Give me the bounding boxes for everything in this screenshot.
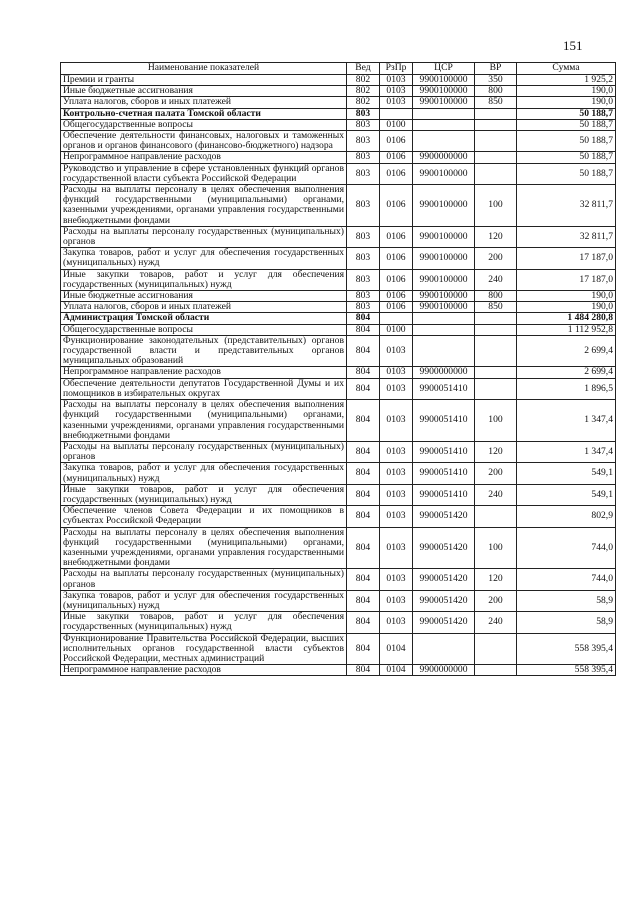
cell-ved: 804 <box>347 484 380 505</box>
cell-ved: 803 <box>347 302 380 313</box>
cell-name: Уплата налогов, сборов и иных платежей <box>61 97 347 108</box>
cell-name: Непрограммное направление расходов <box>61 152 347 163</box>
cell-vr: 850 <box>475 302 517 313</box>
cell-sum: 549,1 <box>517 484 616 505</box>
cell-name: Иные закупки товаров, работ и услуг для обеспечения государственных (муниципальных) нужд <box>61 269 347 290</box>
cell-rzpr: 0106 <box>380 226 413 247</box>
cell-vr <box>475 108 517 119</box>
cell-sum: 2 699,4 <box>517 367 616 378</box>
cell-ved: 804 <box>347 527 380 569</box>
cell-csr: 9900051420 <box>413 506 475 527</box>
cell-name: Контрольно-счетная палата Томской области <box>61 108 347 119</box>
cell-ved: 803 <box>347 163 380 184</box>
cell-sum: 50 188,7 <box>517 152 616 163</box>
cell-rzpr: 0100 <box>380 119 413 130</box>
cell-ved: 804 <box>347 367 380 378</box>
cell-rzpr: 0106 <box>380 269 413 290</box>
page-number: 151 <box>563 38 583 53</box>
cell-ved: 804 <box>347 400 380 442</box>
table-row <box>61 633 616 665</box>
cell-rzpr: 0103 <box>380 97 413 108</box>
cell-vr <box>475 378 517 399</box>
table-row <box>61 590 616 611</box>
cell-csr: 9900051410 <box>413 441 475 462</box>
cell-sum: 17 187,0 <box>517 269 616 290</box>
cell-csr: 9900000000 <box>413 665 475 676</box>
cell-vr <box>475 324 517 335</box>
cell-rzpr: 0103 <box>380 569 413 590</box>
cell-rzpr: 0103 <box>380 86 413 97</box>
cell-vr <box>475 313 517 324</box>
cell-ved: 804 <box>347 590 380 611</box>
cell-vr: 120 <box>475 441 517 462</box>
cell-csr <box>413 108 475 119</box>
cell-vr <box>475 506 517 527</box>
cell-rzpr: 0103 <box>380 506 413 527</box>
table-row <box>61 378 616 399</box>
cell-sum: 50 188,7 <box>517 131 616 152</box>
cell-csr: 9900051420 <box>413 569 475 590</box>
cell-rzpr <box>380 313 413 324</box>
cell-name: Расходы на выплаты персоналу государственных (муниципальных) органов <box>61 226 347 247</box>
cell-vr <box>475 119 517 130</box>
cell-name: Непрограммное направление расходов <box>61 367 347 378</box>
cell-rzpr: 0103 <box>380 612 413 633</box>
cell-sum: 558 395,4 <box>517 665 616 676</box>
cell-sum: 549,1 <box>517 463 616 484</box>
cell-name: Иные закупки товаров, работ и услуг для обеспечения государственных (муниципальных) нужд <box>61 612 347 633</box>
cell-csr: 9900051420 <box>413 590 475 611</box>
cell-ved: 803 <box>347 108 380 119</box>
cell-ved: 804 <box>347 506 380 527</box>
cell-name: Премии и гранты <box>61 75 347 86</box>
cell-csr <box>413 335 475 367</box>
table-row <box>61 269 616 290</box>
cell-sum: 1 347,4 <box>517 400 616 442</box>
cell-ved: 804 <box>347 463 380 484</box>
cell-sum: 50 188,7 <box>517 119 616 130</box>
cell-csr: 9900100000 <box>413 291 475 302</box>
cell-ved: 804 <box>347 313 380 324</box>
cell-name: Обеспечение членов Совета Федерации и их помощников в субъектах Российской Федерации <box>61 506 347 527</box>
table-row <box>61 400 616 442</box>
cell-csr: 9900100000 <box>413 97 475 108</box>
cell-sum: 1 896,5 <box>517 378 616 399</box>
cell-vr <box>475 665 517 676</box>
cell-ved: 804 <box>347 441 380 462</box>
cell-vr <box>475 367 517 378</box>
cell-sum: 1 484 280,8 <box>517 313 616 324</box>
cell-csr <box>413 131 475 152</box>
cell-name: Функционирование законодательных (представительных) органов государственной власти и представительных органов муниципальных образований <box>61 335 347 367</box>
cell-name: Закупка товаров, работ и услуг для обеспечения государственных (муниципальных) нужд <box>61 590 347 611</box>
cell-vr: 350 <box>475 75 517 86</box>
cell-vr <box>475 163 517 184</box>
cell-rzpr: 0106 <box>380 163 413 184</box>
cell-rzpr <box>380 108 413 119</box>
table-row <box>61 291 616 302</box>
table-row <box>61 108 616 119</box>
cell-ved: 802 <box>347 75 380 86</box>
cell-ved: 803 <box>347 291 380 302</box>
cell-name: Расходы на выплаты персоналу в целях обеспечения выполнения функций государственными (муниципальными) органами, казенными учреждениями, органами управления государственными внебюджетными фондами <box>61 185 347 227</box>
cell-csr: 9900100000 <box>413 226 475 247</box>
cell-ved: 803 <box>347 269 380 290</box>
cell-sum: 1 347,4 <box>517 441 616 462</box>
cell-vr: 240 <box>475 269 517 290</box>
table-row <box>61 612 616 633</box>
cell-rzpr: 0106 <box>380 131 413 152</box>
cell-ved: 803 <box>347 152 380 163</box>
column-header-name: Наименование показателей <box>61 63 347 75</box>
cell-name: Обеспечение деятельности депутатов Государственной Думы и их помощников в избирательных округах <box>61 378 347 399</box>
cell-csr: 9900051410 <box>413 484 475 505</box>
cell-sum: 802,9 <box>517 506 616 527</box>
table-row <box>61 226 616 247</box>
table-row <box>61 506 616 527</box>
cell-rzpr: 0103 <box>380 400 413 442</box>
cell-sum: 190,0 <box>517 97 616 108</box>
table-row <box>61 131 616 152</box>
cell-sum: 58,9 <box>517 612 616 633</box>
cell-vr: 800 <box>475 86 517 97</box>
cell-ved: 804 <box>347 335 380 367</box>
table-row <box>61 119 616 130</box>
cell-ved: 803 <box>347 131 380 152</box>
cell-ved: 804 <box>347 612 380 633</box>
cell-sum: 32 811,7 <box>517 185 616 227</box>
cell-vr: 240 <box>475 484 517 505</box>
table-row <box>61 665 616 676</box>
cell-csr: 9900100000 <box>413 75 475 86</box>
column-header-rzpr: РзПр <box>380 63 413 75</box>
cell-name: Расходы на выплаты персоналу в целях обеспечения выполнения функций государственными (муниципальными) органами, казенными учреждениями, органами управления государственными внебюджетными фондами <box>61 400 347 442</box>
table-row <box>61 248 616 269</box>
cell-vr: 240 <box>475 612 517 633</box>
table-row <box>61 152 616 163</box>
cell-vr: 200 <box>475 590 517 611</box>
cell-csr: 9900051410 <box>413 400 475 442</box>
cell-rzpr: 0103 <box>380 75 413 86</box>
cell-vr: 100 <box>475 185 517 227</box>
cell-rzpr: 0103 <box>380 367 413 378</box>
cell-name: Обеспечение деятельности финансовых, налоговых и таможенных органов и органов финансового (финансово-бюджетного) надзора <box>61 131 347 152</box>
cell-vr: 800 <box>475 291 517 302</box>
cell-rzpr: 0103 <box>380 463 413 484</box>
cell-vr: 100 <box>475 527 517 569</box>
cell-vr: 200 <box>475 463 517 484</box>
cell-name: Администрация Томской области <box>61 313 347 324</box>
cell-name: Закупка товаров, работ и услуг для обеспечения государственных (муниципальных) нужд <box>61 463 347 484</box>
cell-ved: 803 <box>347 248 380 269</box>
table-row <box>61 75 616 86</box>
table-row <box>61 313 616 324</box>
column-header-sum: Сумма <box>517 63 616 75</box>
cell-ved: 803 <box>347 226 380 247</box>
cell-vr <box>475 633 517 665</box>
cell-ved: 802 <box>347 97 380 108</box>
cell-csr: 9900100000 <box>413 86 475 97</box>
table-row <box>61 86 616 97</box>
cell-vr <box>475 152 517 163</box>
cell-name: Расходы на выплаты персоналу государственных (муниципальных) органов <box>61 441 347 462</box>
cell-csr: 9900000000 <box>413 152 475 163</box>
cell-csr: 9900000000 <box>413 367 475 378</box>
cell-rzpr: 0104 <box>380 633 413 665</box>
cell-sum: 558 395,4 <box>517 633 616 665</box>
cell-ved: 804 <box>347 569 380 590</box>
cell-name: Общегосударственные вопросы <box>61 119 347 130</box>
cell-name: Расходы на выплаты персоналу в целях обеспечения выполнения функций государственными (муниципальными) органами, казенными учреждениями, органами управления государственными внебюджетными фондами <box>61 527 347 569</box>
table-row <box>61 97 616 108</box>
cell-sum: 32 811,7 <box>517 226 616 247</box>
cell-sum: 1 925,2 <box>517 75 616 86</box>
cell-csr: 9900100000 <box>413 185 475 227</box>
cell-vr: 850 <box>475 97 517 108</box>
cell-csr: 9900051420 <box>413 612 475 633</box>
table-row <box>61 463 616 484</box>
table-body <box>61 75 616 676</box>
cell-sum: 1 112 952,8 <box>517 324 616 335</box>
cell-rzpr: 0106 <box>380 248 413 269</box>
column-header-ved: Вед <box>347 63 380 75</box>
table-row <box>61 367 616 378</box>
cell-ved: 804 <box>347 633 380 665</box>
cell-vr <box>475 335 517 367</box>
table-row <box>61 527 616 569</box>
cell-vr <box>475 131 517 152</box>
table-row <box>61 441 616 462</box>
cell-name: Иные бюджетные ассигнования <box>61 291 347 302</box>
cell-csr: 9900100000 <box>413 163 475 184</box>
cell-vr: 200 <box>475 248 517 269</box>
cell-csr: 9900051420 <box>413 527 475 569</box>
cell-vr: 120 <box>475 226 517 247</box>
cell-csr: 9900100000 <box>413 248 475 269</box>
budget-table <box>60 62 616 676</box>
cell-vr: 100 <box>475 400 517 442</box>
cell-sum: 2 699,4 <box>517 335 616 367</box>
cell-rzpr: 0104 <box>380 665 413 676</box>
cell-rzpr: 0103 <box>380 590 413 611</box>
cell-csr: 9900051410 <box>413 378 475 399</box>
table-header-row <box>61 63 616 75</box>
table-row <box>61 324 616 335</box>
cell-name: Иные закупки товаров, работ и услуг для обеспечения государственных (муниципальных) нужд <box>61 484 347 505</box>
table-row <box>61 484 616 505</box>
cell-name: Общегосударственные вопросы <box>61 324 347 335</box>
cell-ved: 804 <box>347 378 380 399</box>
cell-ved: 802 <box>347 86 380 97</box>
cell-rzpr: 0103 <box>380 484 413 505</box>
cell-ved: 803 <box>347 119 380 130</box>
table-row <box>61 185 616 227</box>
cell-csr <box>413 324 475 335</box>
cell-name: Непрограммное направление расходов <box>61 665 347 676</box>
cell-rzpr: 0100 <box>380 324 413 335</box>
cell-sum: 190,0 <box>517 86 616 97</box>
cell-csr <box>413 119 475 130</box>
cell-vr: 120 <box>475 569 517 590</box>
cell-rzpr: 0106 <box>380 152 413 163</box>
cell-csr <box>413 313 475 324</box>
table-row <box>61 302 616 313</box>
cell-sum: 190,0 <box>517 302 616 313</box>
cell-name: Функционирование Правительства Российской Федерации, высших исполнительных органов государственной власти субъектов Российской Федерации, местных администраций <box>61 633 347 665</box>
cell-name: Руководство и управление в сфере установленных функций органов государственной власти субъекта Российской Федерации <box>61 163 347 184</box>
cell-sum: 50 188,7 <box>517 163 616 184</box>
cell-sum: 17 187,0 <box>517 248 616 269</box>
cell-rzpr: 0106 <box>380 291 413 302</box>
cell-ved: 804 <box>347 324 380 335</box>
cell-rzpr: 0103 <box>380 441 413 462</box>
cell-rzpr: 0106 <box>380 185 413 227</box>
cell-rzpr: 0106 <box>380 302 413 313</box>
cell-csr: 9900100000 <box>413 269 475 290</box>
cell-sum: 50 188,7 <box>517 108 616 119</box>
cell-csr: 9900100000 <box>413 302 475 313</box>
cell-name: Иные бюджетные ассигнования <box>61 86 347 97</box>
cell-name: Уплата налогов, сборов и иных платежей <box>61 302 347 313</box>
cell-csr: 9900051410 <box>413 463 475 484</box>
cell-name: Закупка товаров, работ и услуг для обеспечения государственных (муниципальных) нужд <box>61 248 347 269</box>
cell-rzpr: 0103 <box>380 527 413 569</box>
cell-sum: 58,9 <box>517 590 616 611</box>
cell-csr <box>413 633 475 665</box>
cell-rzpr: 0103 <box>380 335 413 367</box>
table-row <box>61 569 616 590</box>
cell-name: Расходы на выплаты персоналу государственных (муниципальных) органов <box>61 569 347 590</box>
cell-sum: 190,0 <box>517 291 616 302</box>
cell-sum: 744,0 <box>517 569 616 590</box>
column-header-csr: ЦСР <box>413 63 475 75</box>
cell-sum: 744,0 <box>517 527 616 569</box>
cell-ved: 803 <box>347 185 380 227</box>
table-row <box>61 335 616 367</box>
cell-rzpr: 0103 <box>380 378 413 399</box>
column-header-vr: ВР <box>475 63 517 75</box>
table-row <box>61 163 616 184</box>
cell-ved: 804 <box>347 665 380 676</box>
